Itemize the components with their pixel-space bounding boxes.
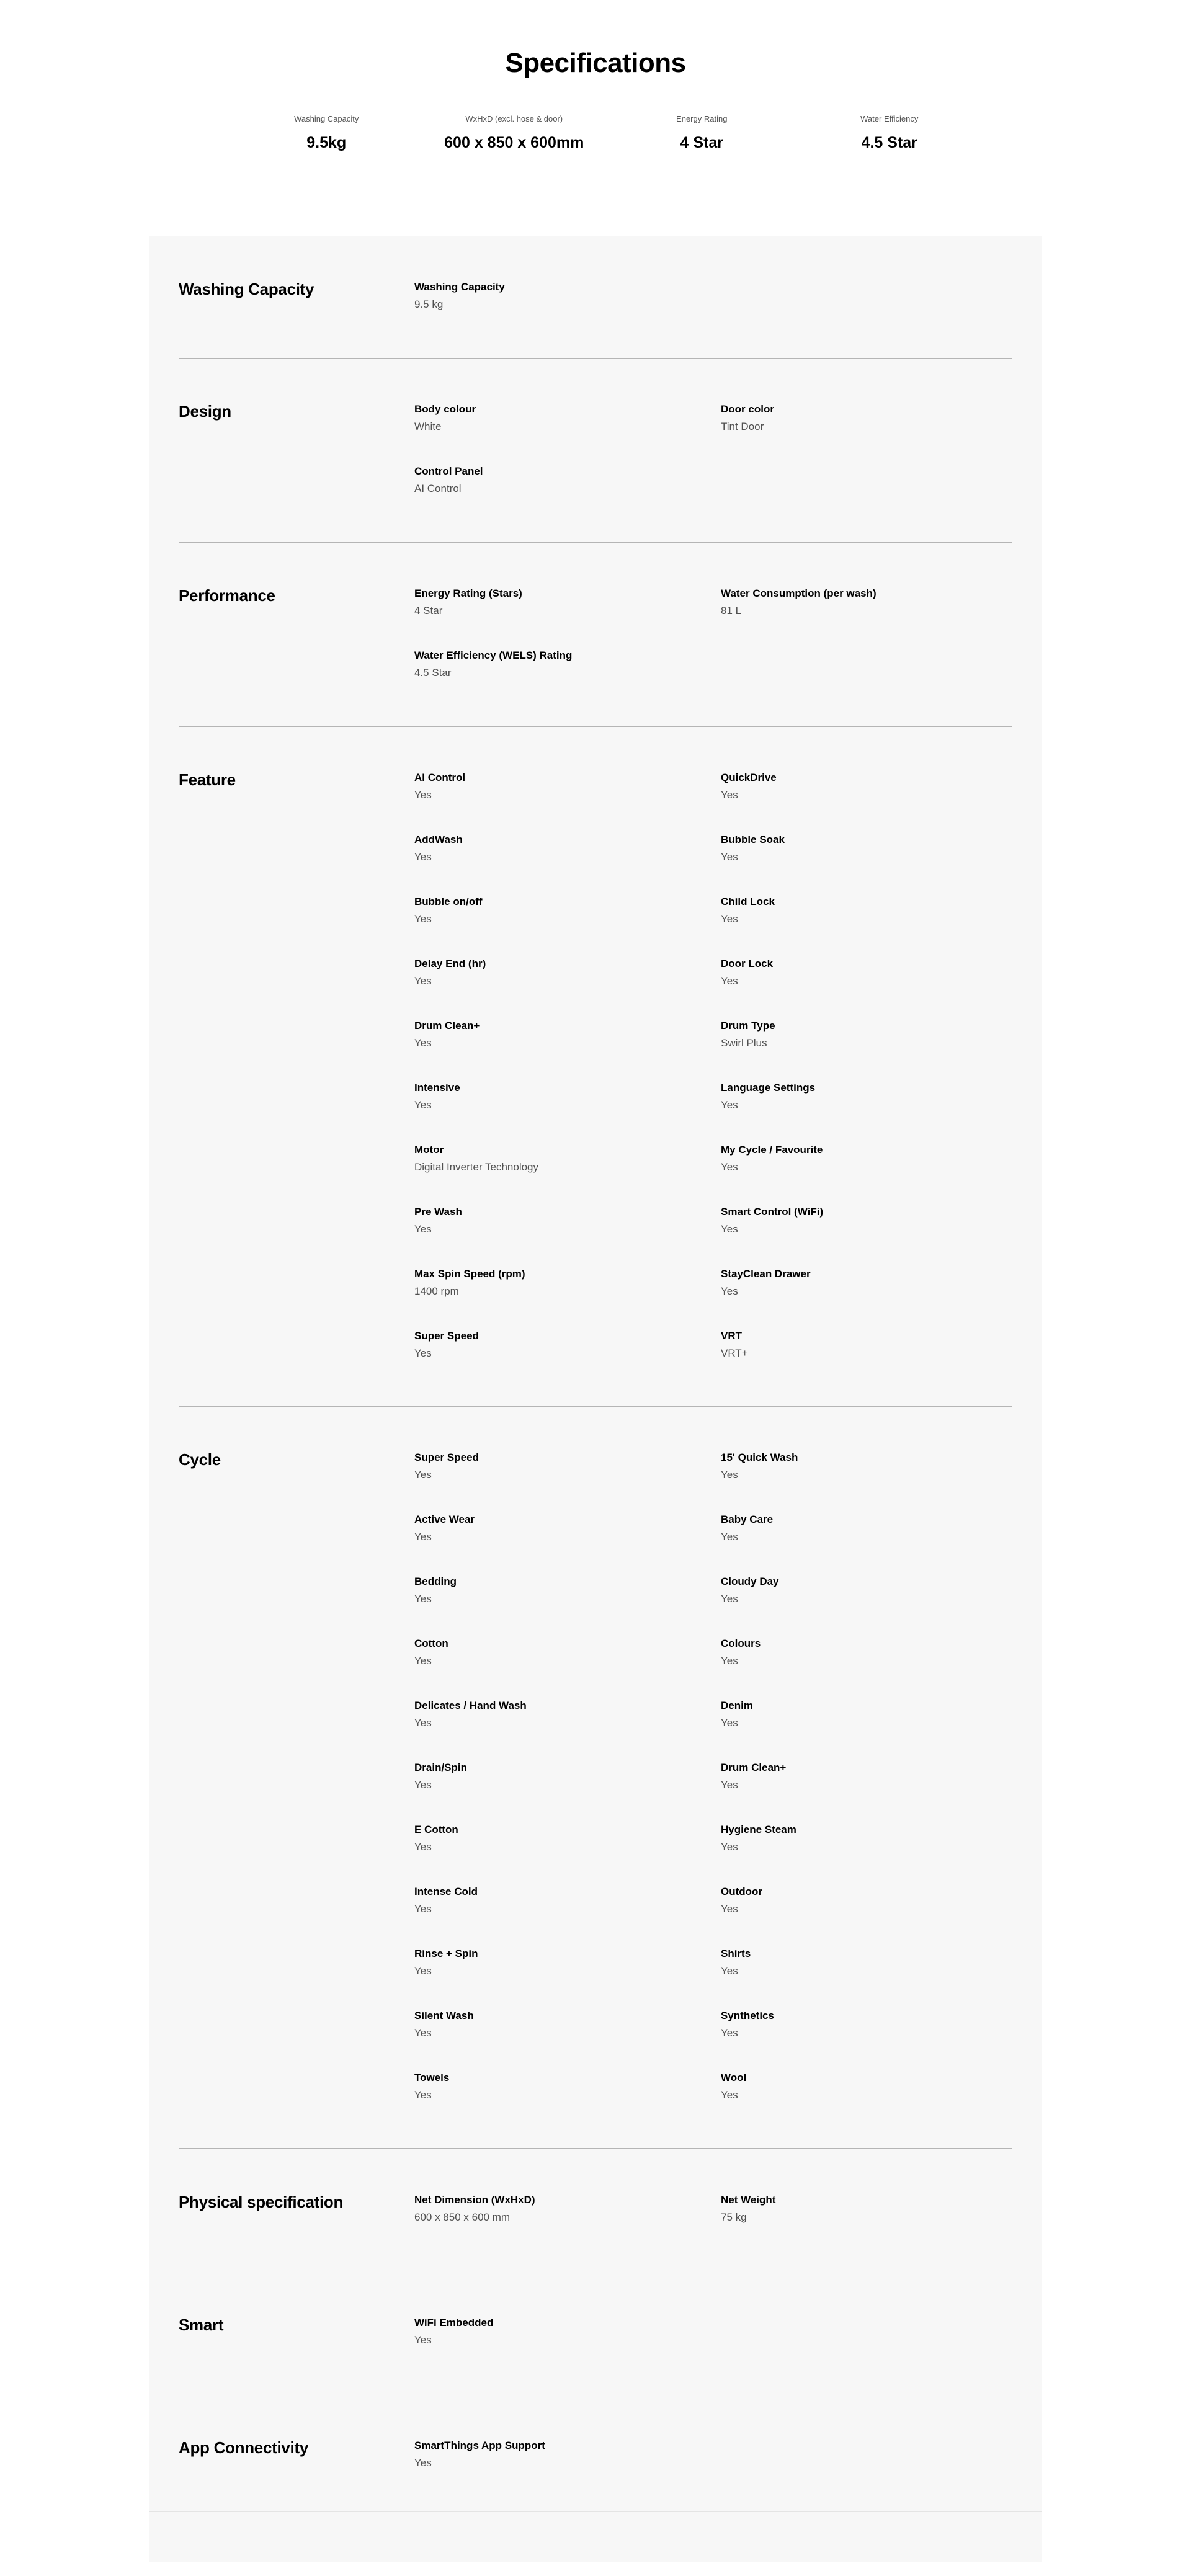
spec-label: Net Dimension (WxHxD) [414, 2194, 535, 2206]
spec-value: Yes [721, 1469, 738, 1481]
spec-label: Bedding [414, 1575, 457, 1587]
spec-grid [414, 2315, 1012, 2351]
spec-label: SmartThings App Support [414, 2440, 545, 2451]
section-divider [179, 726, 1012, 727]
spec-item [414, 1143, 721, 1179]
spec-item [721, 1760, 1012, 1796]
spec-value: Yes [721, 2089, 738, 2101]
spec-value: Yes [721, 1717, 738, 1729]
spec-item [414, 2193, 721, 2229]
spec-value: Tint Door [721, 421, 764, 432]
spec-label: WiFi Embedded [414, 2317, 494, 2329]
spec-panel [149, 236, 1042, 2562]
spec-item [721, 1822, 1012, 1858]
spec-value: Yes [721, 1903, 738, 1915]
summary-value: 4.5 Star [861, 134, 917, 151]
spec-item [414, 464, 721, 500]
spec-value: 1400 rpm [414, 1285, 459, 1297]
section-divider [179, 1406, 1012, 1407]
spec-label: Active Wear [414, 1513, 475, 1525]
spec-item [414, 402, 721, 438]
summary-item [233, 114, 421, 152]
spec-item [414, 1267, 721, 1303]
spec-item [721, 1018, 1012, 1054]
spec-item [721, 1205, 1012, 1241]
spec-item [721, 1512, 1012, 1548]
spec-value: Yes [721, 2027, 738, 2039]
spec-summary [233, 114, 983, 152]
section-title: Cycle [179, 1450, 221, 1469]
spec-value: Yes [414, 1841, 432, 1853]
panel-footer-divider [149, 2511, 1042, 2512]
spec-item [721, 1636, 1012, 1672]
spec-grid [414, 2193, 1012, 2229]
spec-label: Denim [721, 1700, 753, 1711]
spec-item [721, 2070, 1012, 2106]
spec-label: Cloudy Day [721, 1575, 779, 1587]
spec-item [721, 832, 1012, 868]
spec-grid [414, 1450, 1012, 2106]
spec-label: Shirts [721, 1948, 751, 1959]
section-title: Physical specification [179, 2193, 344, 2211]
spec-value: Yes [414, 913, 432, 925]
spec-value: 600 x 850 x 600 mm [414, 2211, 511, 2223]
spec-label: Water Consumption (per wash) [721, 587, 877, 599]
spec-label: Child Lock [721, 896, 775, 907]
spec-value: Yes [721, 1223, 738, 1235]
spec-label: VRT [721, 1330, 742, 1342]
spec-item [721, 1574, 1012, 1610]
spec-label: Net Weight [721, 2194, 776, 2206]
spec-label: Outdoor [721, 1886, 763, 1897]
summary-item [796, 114, 984, 152]
spec-label: Cotton [414, 1638, 448, 1649]
spec-label: Energy Rating (Stars) [414, 587, 522, 599]
spec-value: Yes [721, 789, 738, 801]
spec-item [414, 1946, 721, 1982]
spec-value: AI Control [414, 483, 462, 494]
spec-grid [414, 2438, 1012, 2474]
spec-label: My Cycle / Favourite [721, 1144, 823, 1156]
spec-value: VRT+ [721, 1347, 748, 1359]
spec-item [414, 832, 721, 868]
spec-value: Yes [414, 1593, 432, 1605]
spec-item [414, 586, 721, 622]
spec-label: Colours [721, 1638, 761, 1649]
spec-label: Super Speed [414, 1451, 479, 1463]
spec-value: Swirl Plus [721, 1037, 767, 1049]
spec-value: Yes [414, 1469, 432, 1481]
summary-value: 4 Star [680, 134, 723, 151]
spec-label: Body colour [414, 403, 476, 415]
spec-item [414, 894, 721, 930]
spec-grid [414, 586, 1012, 684]
spec-label: Drum Clean+ [414, 1020, 480, 1032]
spec-label: Washing Capacity [414, 281, 505, 293]
spec-item [414, 1760, 721, 1796]
spec-item [414, 1081, 721, 1116]
summary-item [421, 114, 609, 152]
spec-value: Yes [721, 1285, 738, 1297]
spec-label: Door Lock [721, 958, 774, 969]
spec-value: Yes [721, 851, 738, 863]
section-title: Design [179, 402, 231, 421]
spec-label: Door color [721, 403, 774, 415]
summary-value: 600 x 850 x 600mm [444, 134, 584, 151]
spec-label: AddWash [414, 834, 463, 845]
spec-value: Yes [414, 851, 432, 863]
spec-value: Yes [414, 1655, 432, 1667]
spec-value: Yes [721, 1099, 738, 1111]
spec-item [414, 1018, 721, 1054]
section-title: Washing Capacity [179, 280, 314, 298]
section-divider [179, 542, 1012, 543]
spec-value: Yes [721, 1965, 738, 1977]
spec-item [721, 770, 1012, 806]
spec-item [721, 586, 1012, 622]
spec-item [721, 1884, 1012, 1920]
spec-item [721, 1329, 1012, 1365]
spec-value: Yes [721, 1161, 738, 1173]
spec-value: Yes [414, 1347, 432, 1359]
spec-grid [414, 280, 1012, 316]
spec-label: Towels [414, 2072, 450, 2084]
spec-item [414, 2008, 721, 2044]
spec-value: Yes [414, 2457, 432, 2469]
spec-value: 4.5 Star [414, 667, 452, 679]
spec-item [414, 1574, 721, 1610]
spec-value: Yes [721, 1593, 738, 1605]
spec-item [721, 402, 1012, 438]
spec-item [414, 1822, 721, 1858]
spec-label: Bubble Soak [721, 834, 785, 845]
spec-label: E Cotton [414, 1824, 458, 1835]
section-title: Feature [179, 770, 236, 789]
spec-label: Synthetics [721, 2010, 774, 2021]
spec-label: Control Panel [414, 465, 483, 477]
spec-value: Yes [721, 1531, 738, 1543]
spec-item [721, 2008, 1012, 2044]
spec-label: Baby Care [721, 1513, 774, 1525]
spec-grid [414, 402, 1012, 500]
spec-item [721, 1081, 1012, 1116]
summary-value: 9.5kg [306, 134, 347, 151]
spec-item [414, 2070, 721, 2106]
spec-label: Drain/Spin [414, 1762, 468, 1773]
spec-value: Yes [414, 1531, 432, 1543]
spec-value: Yes [414, 2027, 432, 2039]
spec-label: Silent Wash [414, 2010, 474, 2021]
spec-label: Pre Wash [414, 1206, 462, 1218]
section-title: App Connectivity [179, 2438, 308, 2457]
spec-item [414, 770, 721, 806]
summary-item [608, 114, 796, 152]
section-title: Smart [179, 2315, 224, 2334]
spec-item [414, 2438, 721, 2474]
spec-value: 75 kg [721, 2211, 747, 2223]
spec-value: 81 L [721, 605, 742, 617]
spec-label: Super Speed [414, 1330, 479, 1342]
spec-value: Yes [414, 1717, 432, 1729]
spec-label: Hygiene Steam [721, 1824, 796, 1835]
spec-label: StayClean Drawer [721, 1268, 811, 1280]
spec-item [721, 2193, 1012, 2229]
spec-label: Drum Type [721, 1020, 775, 1032]
spec-item [414, 280, 721, 316]
spec-value: Yes [414, 1037, 432, 1049]
spec-label: 15' Quick Wash [721, 1451, 798, 1463]
section-title: Performance [179, 586, 275, 605]
summary-label: Water Efficiency [860, 114, 919, 123]
spec-grid [414, 770, 1012, 1365]
spec-label: Wool [721, 2072, 747, 2084]
spec-item [414, 1205, 721, 1241]
spec-label: Language Settings [721, 1082, 816, 1094]
spec-item [721, 1450, 1012, 1486]
spec-value: Yes [721, 975, 738, 987]
spec-item [414, 648, 721, 684]
spec-value: Yes [414, 789, 432, 801]
spec-label: Drum Clean+ [721, 1762, 787, 1773]
spec-value: Yes [414, 1223, 432, 1235]
summary-label: WxHxD (excl. hose & door) [465, 114, 563, 123]
spec-label: QuickDrive [721, 772, 777, 783]
section-divider [179, 2148, 1012, 2149]
spec-item [721, 956, 1012, 992]
spec-value: Yes [414, 1099, 432, 1111]
spec-label: Bubble on/off [414, 896, 483, 907]
spec-label: Delay End (hr) [414, 958, 486, 969]
summary-label: Energy Rating [676, 114, 728, 123]
summary-label: Washing Capacity [294, 114, 359, 123]
spec-value: Yes [721, 1779, 738, 1791]
spec-value: Yes [721, 913, 738, 925]
spec-item [721, 1946, 1012, 1982]
spec-value: 9.5 kg [414, 298, 444, 310]
spec-label: Water Efficiency (WELS) Rating [414, 649, 573, 661]
spec-value: Yes [414, 2089, 432, 2101]
spec-value: Yes [414, 1903, 432, 1915]
spec-label: Smart Control (WiFi) [721, 1206, 824, 1218]
spec-item [414, 1884, 721, 1920]
spec-item [414, 1329, 721, 1365]
spec-label: Rinse + Spin [414, 1948, 478, 1959]
spec-label: Max Spin Speed (rpm) [414, 1268, 525, 1280]
spec-item [721, 894, 1012, 930]
spec-item [414, 1698, 721, 1734]
spec-value: 4 Star [414, 605, 443, 617]
spec-item [721, 1698, 1012, 1734]
spec-value: Yes [721, 1655, 738, 1667]
spec-value: White [414, 421, 442, 432]
spec-label: AI Control [414, 772, 466, 783]
spec-item [414, 1512, 721, 1548]
spec-label: Intensive [414, 1082, 460, 1094]
spec-value: Yes [721, 1841, 738, 1853]
spec-item [414, 956, 721, 992]
spec-item [414, 1636, 721, 1672]
spec-value: Yes [414, 1779, 432, 1791]
spec-item [721, 1143, 1012, 1179]
spec-item [414, 1450, 721, 1486]
spec-label: Motor [414, 1144, 444, 1156]
spec-value: Yes [414, 975, 432, 987]
spec-item [414, 2315, 721, 2351]
page-title: Specifications [505, 48, 686, 79]
spec-value: Digital Inverter Technology [414, 1161, 539, 1173]
spec-label: Delicates / Hand Wash [414, 1700, 527, 1711]
spec-label: Intense Cold [414, 1886, 478, 1897]
spec-value: Yes [414, 2334, 432, 2346]
spec-item [721, 1267, 1012, 1303]
section-divider [179, 358, 1012, 359]
spec-value: Yes [414, 1965, 432, 1977]
